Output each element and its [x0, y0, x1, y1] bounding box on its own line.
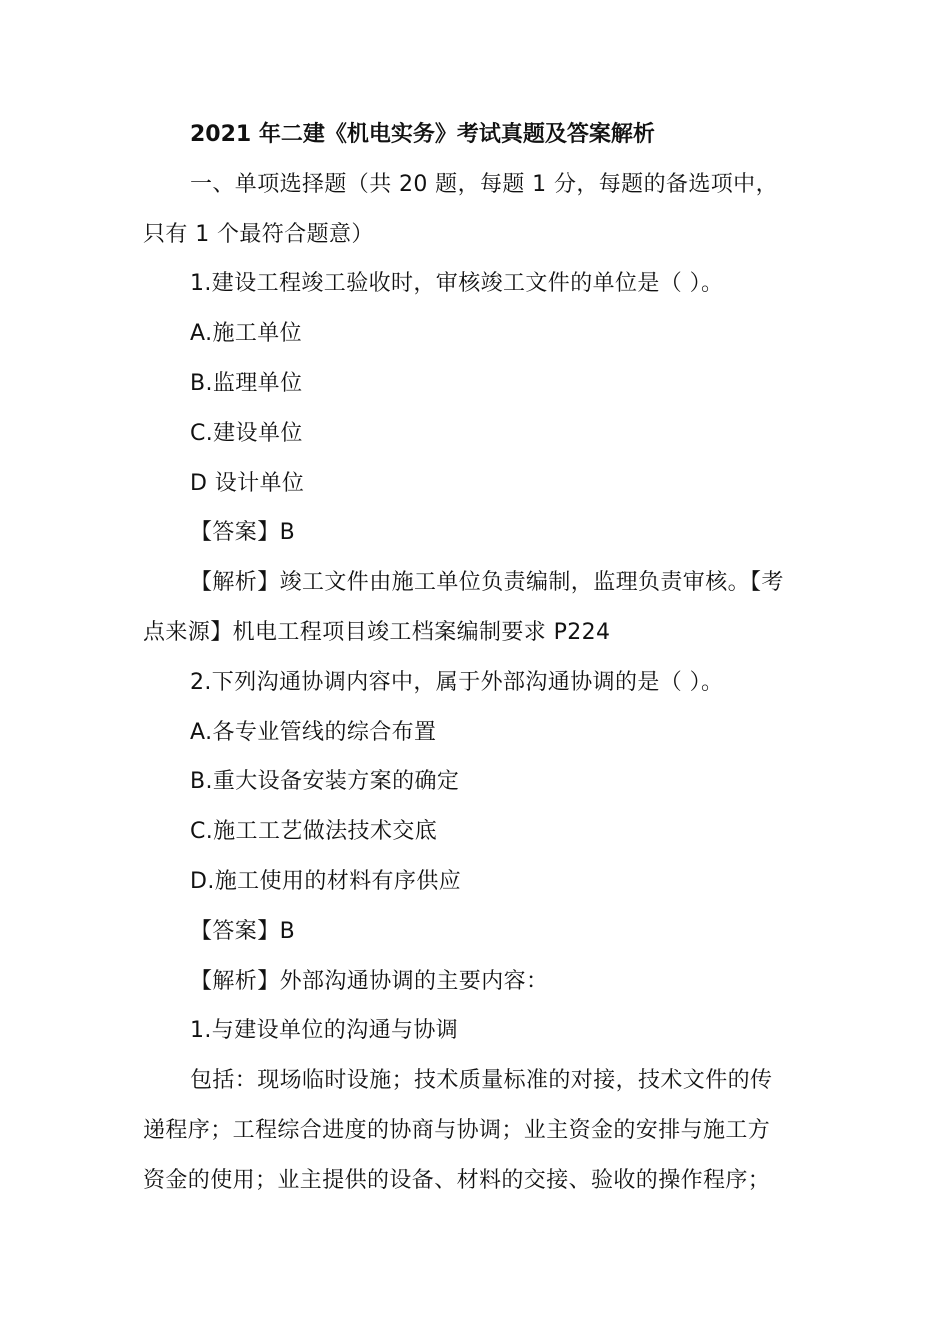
q2-analysis-intro: 【解析】外部沟通协调的主要内容：: [190, 968, 549, 994]
document-body: [143, 110, 808, 1206]
q2-option-c: C.施工工艺做法技术交底: [190, 819, 438, 845]
q1-option-c: C.建设单位: [190, 420, 303, 446]
document-title: 2021 年二建《机电实务》考试真题及答案解析: [190, 122, 655, 147]
q1-option-b: B.监理单位: [190, 370, 303, 396]
question-2: 2.下列沟通协调内容中，属于外部沟通协调的是（ ）。: [190, 669, 724, 695]
q2-option-b: B.重大设备安装方案的确定: [190, 769, 460, 795]
q1-option-a: A.施工单位: [190, 321, 303, 347]
q2-analysis-detail-line-3: 资金的使用；业主提供的设备、材料的交接、验收的操作程序；: [143, 1167, 771, 1193]
q1-analysis-line-1: 【解析】竣工文件由施工单位负责编制，监理负责审核。【考: [190, 570, 784, 596]
q2-answer: 【答案】B: [190, 918, 296, 944]
q2-option-d: D.施工使用的材料有序供应: [190, 868, 462, 894]
q2-analysis-detail-line-2: 递程序；工程综合进度的协商与协调；业主资金的安排与施工方: [143, 1117, 771, 1143]
section-heading-line-2: 只有 1 个最符合题意）: [143, 221, 374, 247]
q2-analysis-point-1: 1.与建设单位的沟通与协调: [190, 1018, 459, 1044]
section-heading-line-1: 一、单项选择题（共 20 题，每题 1 分，每题的备选项中，: [190, 171, 778, 197]
q2-analysis-detail-line-1: 包括：现场临时设施；技术质量标准的对接，技术文件的传: [190, 1068, 773, 1094]
q1-option-d: D 设计单位: [190, 470, 305, 496]
question-1: 1.建设工程竣工验收时，审核竣工文件的单位是（ ）。: [190, 271, 724, 297]
q2-option-a: A.各专业管线的综合布置: [190, 719, 437, 745]
q1-answer: 【答案】B: [190, 520, 296, 546]
q1-analysis-line-2: 点来源】机电工程项目竣工档案编制要求 P224: [143, 619, 611, 645]
